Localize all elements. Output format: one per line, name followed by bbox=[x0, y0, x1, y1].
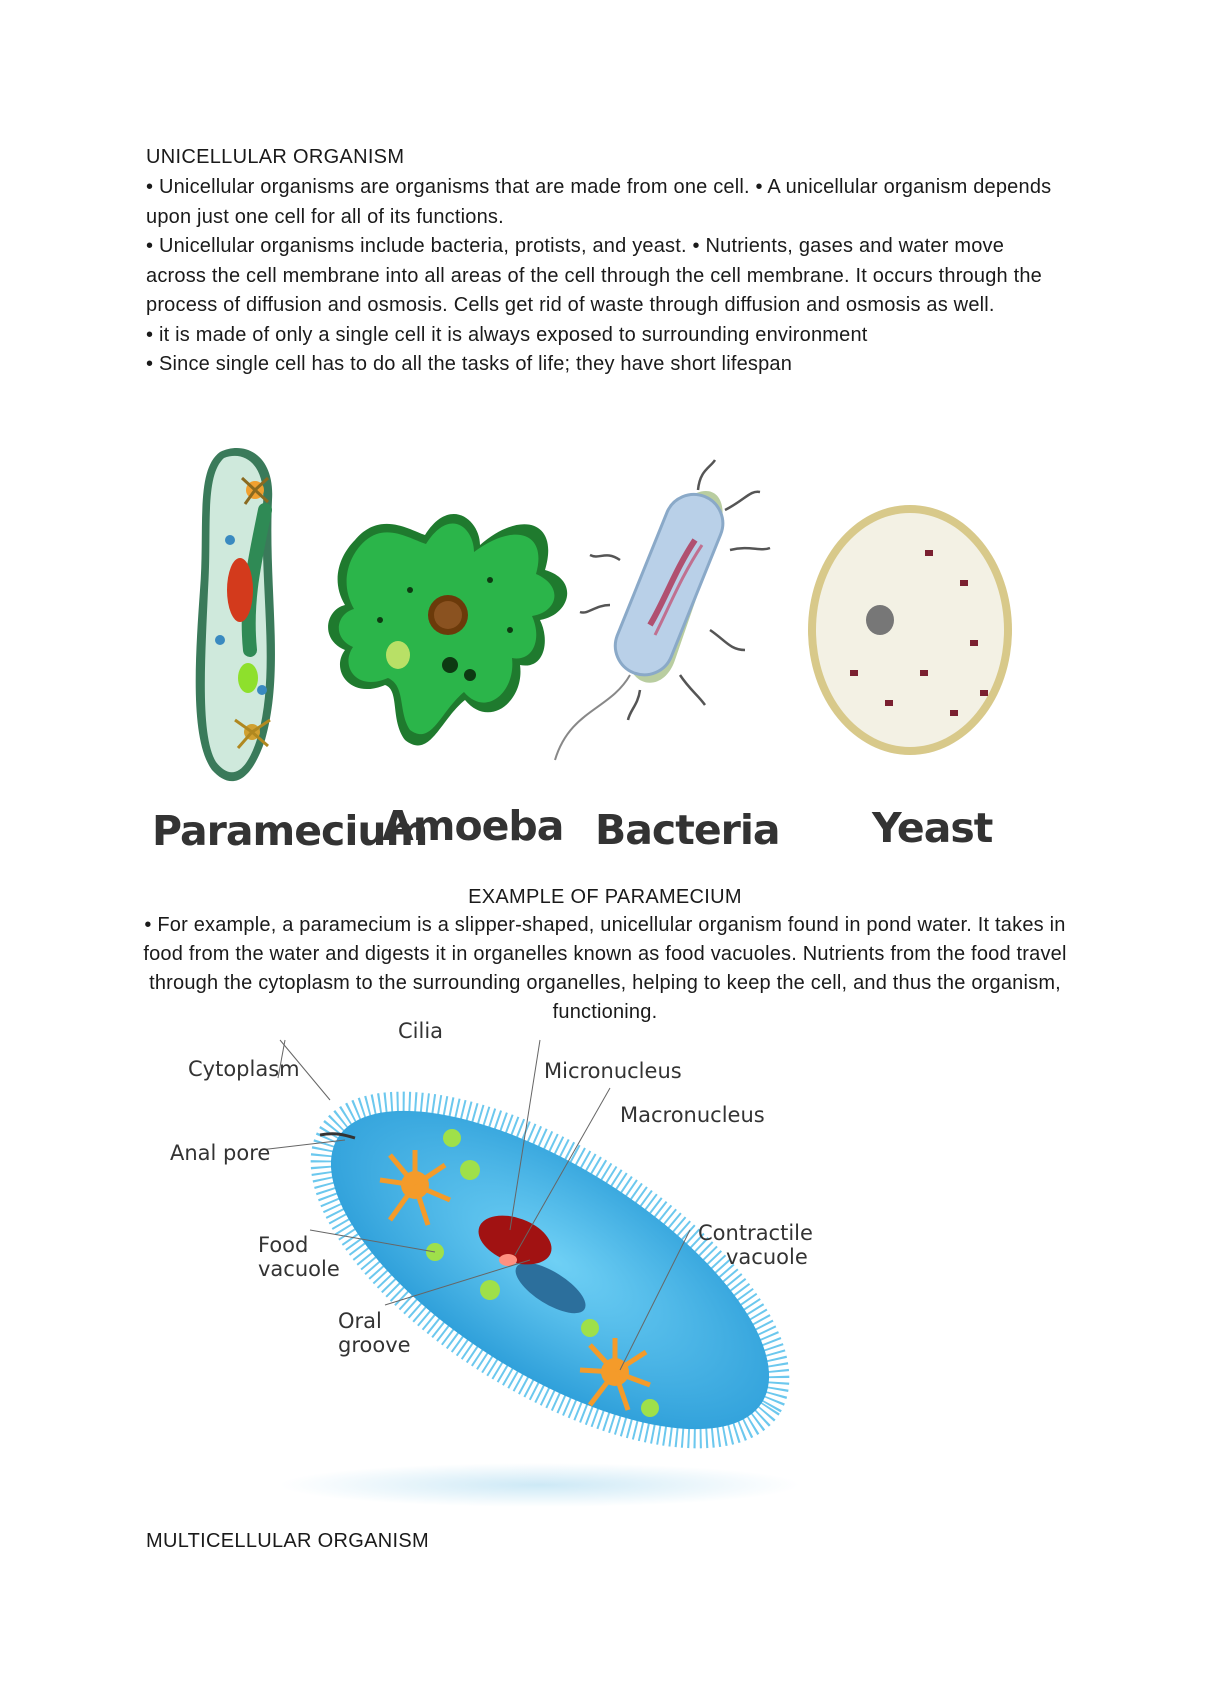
bullet-4: • Since single cell has to do all the tasks of life; they have short lifespan bbox=[146, 353, 793, 375]
label-micronucleus: Micronucleus bbox=[544, 1059, 682, 1083]
label-yeast: Yeast bbox=[872, 804, 993, 852]
paramecium-paragraph: • For example, a paramecium is a slipper-shaped, unicellular organism found in pond water. It takes in food from the water and digests it in organelles known as food vacuoles. Nutrients from the food travel through the cytoplasm to the surrounding organelles, helping to keep the cell, and thus the organism, functioning. bbox=[143, 914, 1067, 1023]
label-cilia: Cilia bbox=[398, 1019, 444, 1043]
bullet-2: • Unicellular organisms include bacteria, protists, and yeast. • Nutrients, gases and water move across the cell membrane into all areas of the cell through the cell membrane. It occurs through the process of diffusion and osmosis. Cells get rid of waste through diffusion and osmosis as well. bbox=[146, 235, 1043, 316]
label-contractile-vacuole-1: Contractile bbox=[698, 1221, 813, 1245]
label-amoeba: Amoeba bbox=[382, 802, 564, 850]
bullet-3: • it is made of only a single cell it is always exposed to surrounding environment bbox=[146, 323, 868, 346]
label-contractile-vacuole-2: vacuole bbox=[726, 1245, 808, 1269]
label-cytoplasm: Cytoplasm bbox=[188, 1057, 300, 1081]
paramecium-drawing bbox=[196, 448, 275, 781]
bullet-1: • Unicellular organisms are organisms that are made from one cell. • A unicellular organism depends upon just one cell for all of its functions. bbox=[146, 176, 1052, 228]
yeast-drawing bbox=[808, 505, 1012, 755]
label-food-vacuole-2: vacuole bbox=[258, 1257, 340, 1281]
paramecium-diagram bbox=[170, 1019, 890, 1530]
label-food-vacuole-1: Food bbox=[258, 1233, 309, 1257]
label-oral-groove-1: Oral bbox=[338, 1309, 382, 1333]
label-anal-pore: Anal pore bbox=[170, 1141, 271, 1165]
bacteria-drawing bbox=[555, 460, 770, 760]
label-oral-groove-2: groove bbox=[338, 1333, 411, 1357]
unicellular-bullets bbox=[146, 173, 1066, 380]
label-macronucleus: Macronucleus bbox=[620, 1103, 765, 1127]
paramecium-heading: EXAMPLE OF PARAMECIUM bbox=[468, 886, 742, 908]
multicellular-heading: MULTICELLULAR ORGANISM bbox=[146, 1530, 429, 1552]
label-paramecium: Paramecium bbox=[152, 807, 428, 855]
label-bacteria: Bacteria bbox=[595, 806, 780, 854]
unicellular-heading: UNICELLULAR ORGANISM bbox=[146, 146, 405, 168]
amoeba-drawing bbox=[328, 514, 567, 745]
unicellular-organisms-figure bbox=[150, 440, 1070, 880]
